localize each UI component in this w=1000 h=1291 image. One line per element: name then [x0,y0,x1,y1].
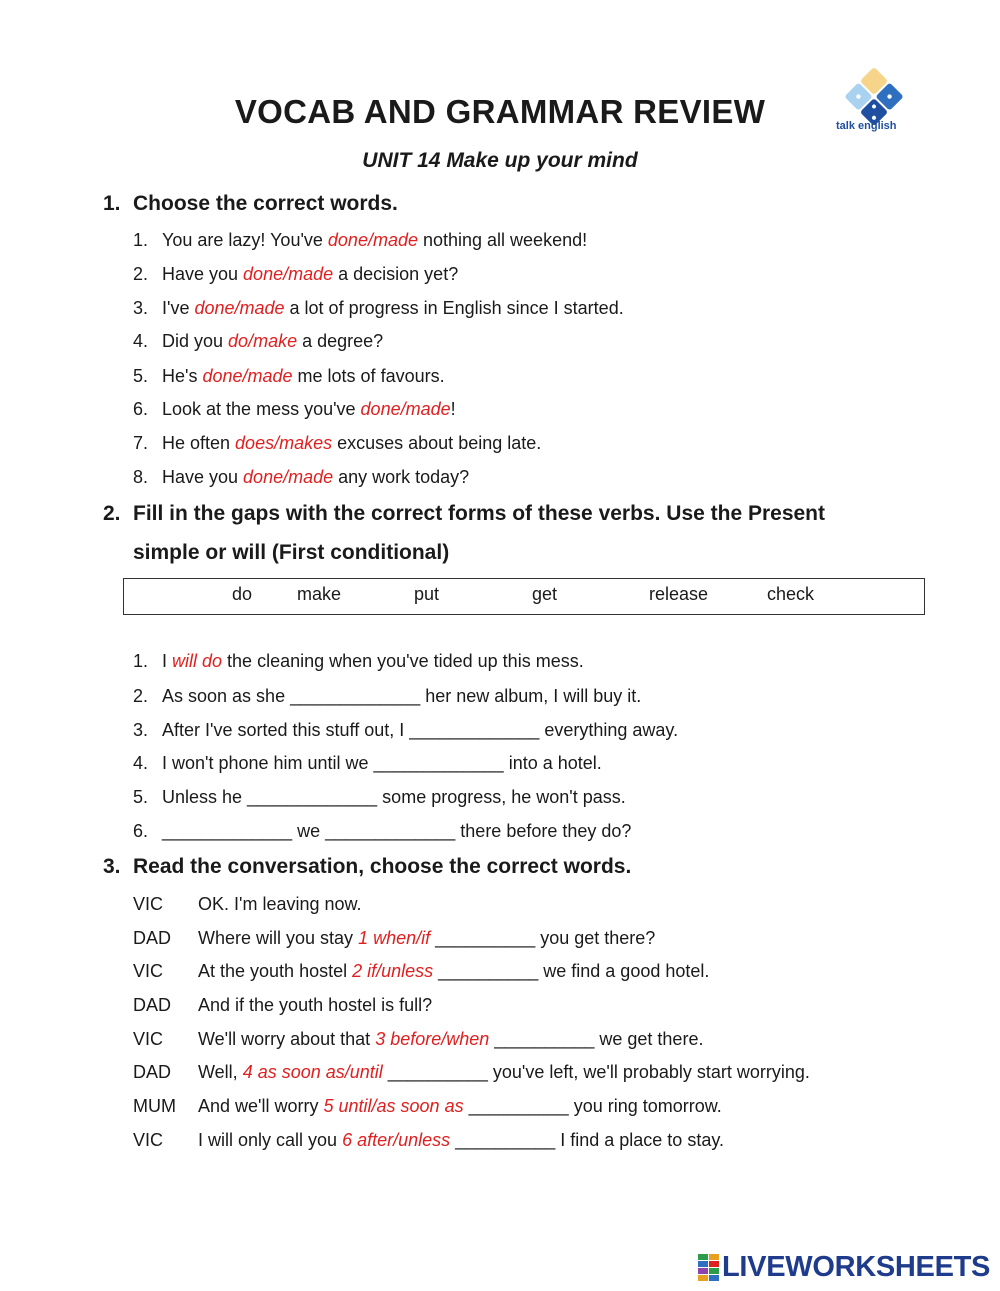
word-bank-item: put [414,584,440,604]
word-bank-box [123,578,925,615]
item-number: 7. [133,433,149,453]
word-choice[interactable]: done/made [327,230,418,250]
item-number: 4. [133,753,149,773]
item-number: 5. [133,787,149,807]
line-text: And if the youth hostel is full? [198,995,433,1015]
conversation-line [133,995,432,1016]
word-choice[interactable]: done/made [202,366,293,386]
item-number: 2. [133,686,149,706]
section-1-heading [103,192,398,216]
speaker-label: DAD [133,928,172,948]
line-text: And we'll worry [198,1096,324,1116]
item-text: Have you [162,467,244,487]
conversation-line [133,1130,724,1151]
answer-blank[interactable]: __________ we get there. [489,1029,704,1049]
answer-blank[interactable]: __________ you get there? [430,928,656,948]
item-text: I've [162,298,195,318]
answer-blank[interactable]: __________ we find a good hotel. [433,961,710,981]
speaker-label: VIC [133,894,164,914]
word-choice[interactable]: done/made [360,399,451,419]
list-item [133,264,458,285]
list-item [133,787,626,808]
section-title: Choose the correct words. [133,192,398,215]
line-text: At the youth hostel [198,961,353,981]
conversation-line [133,928,655,949]
conversation-line [133,1029,703,1050]
word-choice[interactable]: 4 as soon as/until [242,1062,383,1082]
item-text[interactable]: _____________ we _____________ there before they do? [162,821,632,841]
speaker-label: VIC [133,1130,164,1150]
line-text: Where will you stay [198,928,359,948]
item-number: 3. [133,298,149,318]
item-text: any work today? [333,467,470,487]
word-choice[interactable]: 3 before/when [375,1029,490,1049]
word-bank-item: do [232,584,253,604]
word-choice[interactable]: done/made [194,298,285,318]
item-number: 1. [133,230,149,250]
item-text: nothing all weekend! [417,230,588,250]
list-item [133,753,602,774]
speaker-label: MUM [133,1096,176,1116]
speaker-label: DAD [133,995,172,1015]
word-choice[interactable]: 6 after/unless [342,1130,451,1150]
word-choice[interactable]: done/made [243,264,334,284]
list-item [133,366,445,387]
speaker-label: VIC [133,1029,164,1049]
item-text[interactable]: I [162,651,173,671]
item-text: a decision yet? [333,264,459,284]
section-2-heading [103,502,825,526]
item-text[interactable]: I won't phone him until we _____________ into a hotel. [162,753,602,773]
liveworksheets-logo-icon [698,1253,720,1283]
list-item [133,230,587,251]
item-number: 4. [133,331,149,351]
section-number: 2. [103,502,121,525]
item-number: 6. [133,821,149,841]
item-number: 3. [133,720,149,740]
item-number: 6. [133,399,149,419]
conversation-line [133,961,709,982]
item-number: 1. [133,651,149,671]
line-text: I will only call you [198,1130,343,1150]
item-text: He often [162,433,236,453]
list-item [133,686,641,707]
footer-brand: LIVEWORKSHEETS [722,1251,991,1283]
logo-text: talk english [836,120,897,132]
word-bank-item: get [532,584,558,604]
word-bank-item: check [767,584,815,604]
word-choice[interactable]: done/made [243,467,334,487]
example-answer: will do [172,651,223,671]
item-text: me lots of favours. [292,366,445,386]
word-bank-item: release [649,584,709,604]
line-text: We'll worry about that [198,1029,376,1049]
list-item [133,298,624,319]
word-choice[interactable]: 5 until/as soon as [323,1096,464,1116]
item-text[interactable]: After I've sorted this stuff out, I _____________ everything away. [162,720,679,740]
answer-blank[interactable]: __________ you ring tomorrow. [463,1096,722,1116]
item-text: a degree? [297,331,384,351]
list-item [133,651,584,672]
page-title: VOCAB AND GRAMMAR REVIEW [234,93,766,130]
line-text: OK. I'm leaving now. [198,894,362,914]
item-text: the cleaning when you've tided up this mess. [222,651,584,671]
item-text: a lot of progress in English since I started. [284,298,624,318]
section-number: 3. [103,855,121,878]
list-item [133,720,678,741]
conversation-line [133,1096,722,1117]
item-text: Did you [162,331,229,351]
conversation-line [133,1062,810,1083]
list-item [133,821,631,842]
list-item [133,433,541,454]
list-item [133,331,383,352]
speaker-label: VIC [133,961,164,981]
word-choice[interactable]: 2 if/unless [352,961,434,981]
item-number: 8. [133,467,149,487]
item-number: 5. [133,366,149,386]
list-item [133,467,469,488]
section-3-heading [103,855,631,879]
item-text: ! [450,399,456,419]
section-2-heading-line2: simple or will (First conditional) [133,541,450,564]
item-text: You are lazy! You've [162,230,328,250]
item-text: Have you [162,264,244,284]
word-choice[interactable]: do/make [228,331,298,351]
answer-blank[interactable]: __________ I find a place to stay. [450,1130,724,1150]
item-number: 2. [133,264,149,284]
list-item [133,399,456,420]
word-choice[interactable]: 1 when/if [358,928,431,948]
section-number: 1. [103,192,121,215]
section-title-line1: Fill in the gaps with the correct forms of these verbs. Use the Present [133,502,826,525]
item-text[interactable]: As soon as she _____________ her new album, I will buy it. [162,686,642,706]
conversation-line [133,894,362,915]
speaker-label: DAD [133,1062,172,1082]
page-subtitle: UNIT 14 Make up your mind [362,149,638,172]
item-text: Look at the mess you've [162,399,361,419]
section-title: Read the conversation, choose the correct words. [133,855,632,878]
item-text[interactable]: Unless he _____________ some progress, he won't pass. [162,787,626,807]
item-text: excuses about being late. [332,433,542,453]
word-choice[interactable]: does/makes [235,433,333,453]
word-bank-item: make [297,584,342,604]
item-text: He's [162,366,203,386]
answer-blank[interactable]: __________ you've left, we'll probably start worrying. [382,1062,810,1082]
line-text: Well, [198,1062,243,1082]
